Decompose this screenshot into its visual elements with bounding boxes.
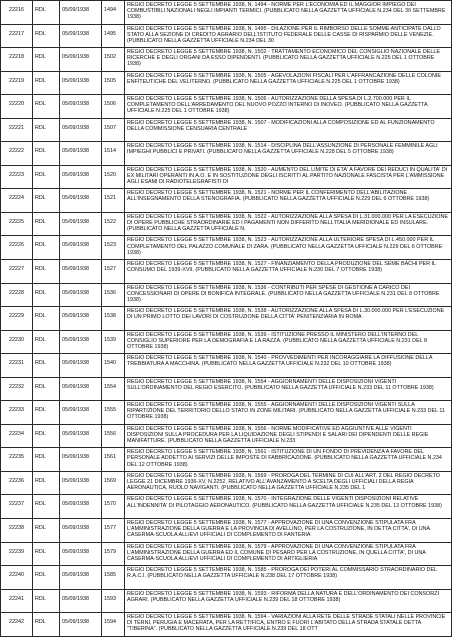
act-number-cell: 1505 (102, 71, 125, 95)
act-description-cell: REGIO DECRETO LEGGE 5 SETTEMBRE 1938, N. 1505 - AGEVOLAZIONI FISCALI PER L'AFFRANCAZIONE DELLE COLONIE ENFITEUTICHE DEL VELITERNO. (PUBBLICATO NELLA GAZZETTA UFFICIALE N.225 DEL 1 OTTOBRE 1938) (125, 71, 452, 95)
row-number-cell: 22218 (1, 48, 33, 72)
act-date-cell: 05/09/1938 (60, 354, 102, 378)
table-row (1, 118, 452, 142)
act-date-cell: 05/09/1938 (60, 613, 102, 637)
table-row (1, 401, 452, 425)
act-description-cell: REGIO DECRETO LEGGE 5 SETTEMBRE 1938, N. 1521 - NORME PER IL CONFERIMENTO DELL'ABILITAZIONE ALL'INSEGNAMENTO DELLA STENOGRAFIA. (PUBBLICATO NELLA GAZZETTA UFFICIALE N.229 DEL 6 OTTOBRE 1938) (125, 189, 452, 213)
act-description-cell: REGIO DECRETO LEGGE 5 SETTEMBRE 1938, N. 1502 - TRATTAMENTO ECONOMICO DEL CONSIGLIO NAZIONALE DELLE RICERCHE E DEGLI ORGANI DA ESSO DIPENDENTI. (PUBBLICATO NELLA GAZZETTA UFFICIALE N.225 DEL 1 OTTOBRE 1938) (125, 48, 452, 72)
act-type-cell: RDL (33, 424, 60, 448)
act-description-cell: REGIO DECRETO LEGGE 5 SETTEMBRE 1938, N. 1569 - PROROGA DEL TERMINE DI CUI ALL'ART. 2 DEL REGIO DECRETO LEGGE 21 DICEMBRE 1936-XV, N.2252, RELATIVO ALL'AVANZAMENTO A SCELTA DEGLI UFFICIALI DELLA REGIA AERONAUTICA, RUOLO NAVIGANTI. (PUBBLICATO NELLA GAZZETTA UFFICIALE N.235 DEL 1 (125, 471, 452, 495)
table-row (1, 519, 452, 543)
act-number-cell: 1593 (102, 589, 125, 613)
act-description-cell: REGIO DECRETO LEGGE 5 SETTEMBRE 1938, N. 1540 - PROVVEDIMENTI PER INCORAGGIARE LA DIFFUSIONE DELLA TREBBIATURA A MACCHINA. (PUBBLICATO NELLA GAZZETTA UFFICIALE N.232 DEL 10 OTTOBRE 1938) (125, 354, 452, 378)
act-date-cell: 05/09/1938 (60, 48, 102, 72)
act-number-cell: 1523 (102, 236, 125, 260)
table-row (1, 542, 452, 566)
table-row (1, 566, 452, 590)
row-number-cell: 22217 (1, 24, 33, 48)
act-description-cell: REGIO DECRETO LEGGE 5 SETTEMBRE 1938, N. 1554 - AGGIORNAMENTI DELLE DISPOSIZIONI VIGENTI SULL'ORDINAMENTO DEL REGIO ESERCITO. (PUBBLICATO NELLA GAZZETTA UFFICIALE N.233 DEL 11 OTTOBRE 1938) (125, 377, 452, 401)
row-number-cell: 22228 (1, 283, 33, 307)
act-number-cell: 1502 (102, 48, 125, 72)
act-description-cell: REGIO DECRETO LEGGE 5 SETTEMBRE 1938, N. 1520 - AUMENTO DEL LIMITE DI ETA' A FAVORE DEI REDUCI IN QUALITA' DI EX MILITARI OPERANTI IN A.O. E IN SOSTITUZIONE DEGLI ISCRITTI AL PARTITO NAZIONALE FASCISTA PER L'AMMISSIONE AGLI ESAMI DI RADIOTELEGRAFISTI DI (125, 165, 452, 189)
act-type-cell: RDL (33, 566, 60, 590)
table-row (1, 48, 452, 72)
row-number-cell: 22227 (1, 260, 33, 284)
act-type-cell: RDL (33, 495, 60, 519)
act-date-cell: 05/09/1938 (60, 401, 102, 425)
act-description-cell: REGIO DECRETO LEGGE 5 SETTEMBRE 1938, N. 1495 - DILAZIONE PER IL RIMBORSO DELLE SOMME ANTICIPATE DALLO STATO ALLA SEZIONE DI CREDITO AGRARIO DELL'ISTITUTO FEDERALE DELLE CASSE DI RISPARMIO DELLE VENEZIE. (PUBBLICATO NELLA GAZZETTA UFFICIALE N.234 DEL 30 (125, 24, 452, 48)
act-date-cell: 05/09/1938 (60, 24, 102, 48)
act-date-cell: 05/09/1938 (60, 330, 102, 354)
act-description-cell: REGIO DECRETO LEGGE 5 SETTEMBRE 1938, N. 1556 - NORME MODIFICATIVE ED AGGIUNTIVE ALLE VIGENTI DISPOSIZIONI SULLA PROCEDURA PER LA LIQUIDAZIONE DEGLI STIPENDI E SALARI DEI DIPENDENTI DELLE REGIE MANIFATTURE. (PUBBLICATO NELLA GAZZETTA UFFICIALE N.233 (125, 424, 452, 448)
table-row (1, 71, 452, 95)
act-description-cell: REGIO DECRETO LEGGE 5 SETTEMBRE 1938, N. 1570 - INTEGRAZIONE DELLE VIGENTI DISPOSIZIONI RELATIVE ALL'INDENNITA' DI PILOTAGGIO AERONAUTICO. (PUBBLICATO NELLA GAZZETTA UFFICIALE N.235 DEL 13 OTTOBRE 1938) (125, 495, 452, 519)
act-number-cell: 1539 (102, 330, 125, 354)
row-number-cell: 22226 (1, 236, 33, 260)
table-row (1, 236, 452, 260)
table-row (1, 24, 452, 48)
act-date-cell: 05/09/1938 (60, 566, 102, 590)
act-type-cell: RDL (33, 519, 60, 543)
act-type-cell: RDL (33, 95, 60, 119)
row-number-cell: 22222 (1, 142, 33, 166)
act-number-cell: 1594 (102, 613, 125, 637)
act-number-cell: 1569 (102, 471, 125, 495)
act-date-cell: 05/09/1938 (60, 519, 102, 543)
act-description-cell: REGIO DECRETO LEGGE 5 SETTEMBRE 1938, N. 1585 - PROROGA DEI POTERI AL COMMISSARIO STRAORDINARIO DEL R.A.C.I. (PUBBLICATO NELLA GAZZETTA UFFICIALE N.238 DEL 17 OTTOBRE 1938) (125, 566, 452, 590)
row-number-cell: 22231 (1, 354, 33, 378)
table-row (1, 283, 452, 307)
act-description-cell: REGIO DECRETO LEGGE 5 SETTEMBRE 1938, N. 1555 - AGGIORNAMENTI DELLE DISPOSIZIONI VIGENTI SULLA RIPARTIZIONE DEL TERRITORIO DELLO STATO IN ZONE MILITARI. (PUBBLICATO NELLA GAZZETTA UFFICIALE N.233 DEL 11 OTTOBRE 1938) (125, 401, 452, 425)
act-date-cell: 05/09/1938 (60, 142, 102, 166)
act-type-cell: RDL (33, 283, 60, 307)
act-type-cell: RDL (33, 307, 60, 331)
act-date-cell: 05/09/1938 (60, 424, 102, 448)
row-number-cell: 22229 (1, 307, 33, 331)
act-number-cell: 1521 (102, 189, 125, 213)
act-number-cell: 1570 (102, 495, 125, 519)
act-number-cell: 1585 (102, 566, 125, 590)
table-row (1, 260, 452, 284)
act-number-cell: 1556 (102, 424, 125, 448)
table-row (1, 95, 452, 119)
act-type-cell: RDL (33, 401, 60, 425)
act-number-cell: 1520 (102, 165, 125, 189)
act-date-cell: 05/09/1938 (60, 165, 102, 189)
act-description-cell: REGIO DECRETO LEGGE 5 SETTEMBRE 1938, N. 1527 - FINANZIAMENTO DELLA PRODUZIONE DEL SEME BACHI PER IL CONSUMO DEL 1939-XVII. (PUBBLICATO NELLA GAZZETTA UFFICIALE N.230 DEL 7 OTTOBRE 1938) (125, 260, 452, 284)
table-row (1, 330, 452, 354)
act-number-cell: 1495 (102, 24, 125, 48)
act-date-cell: 05/09/1938 (60, 260, 102, 284)
table-row (1, 142, 452, 166)
act-description-cell: REGIO DECRETO LEGGE 5 SETTEMBRE 1938, N. 1522 - AUTORIZZAZIONE ALLA SPESA DI L.31.000.000 PER LA ESECUZIONE DI OPERE PUBBLICHE STRAORDINARIE ED I PAGAMENTI NON DIFFERITO NELL'ITALIA MERIDIONALE ED INSULARE. (PUBBLICATO NELLA GAZZETTA UFFICIALE N. (125, 212, 452, 236)
act-number-cell: 1554 (102, 377, 125, 401)
act-type-cell: RDL (33, 354, 60, 378)
act-type-cell: RDL (33, 260, 60, 284)
act-date-cell: 05/09/1938 (60, 283, 102, 307)
row-number-cell: 22235 (1, 448, 33, 472)
row-number-cell: 22238 (1, 519, 33, 543)
table-row (1, 165, 452, 189)
act-type-cell: RDL (33, 448, 60, 472)
act-number-cell: 1507 (102, 118, 125, 142)
table-row (1, 212, 452, 236)
act-description-cell: REGIO DECRETO LEGGE 5 SETTEMBRE 1938, N. 1579 - APPROVAZIONE DI UNA CONVENZIONE STIPULATA FRA L'AMMINISTRAZIONE DELLA GUERRA ED IL COMUNE DI PESARO PER LA COSTRUZIONE, IN QUELLA CITTA', DI UNA CASERMA-SCUOLA ALLIEVI UFFICIALI DI COMPLEMENTO DI ARTIGLIERIA (125, 542, 452, 566)
act-date-cell: 05/09/1938 (60, 71, 102, 95)
row-number-cell: 22223 (1, 165, 33, 189)
act-description-cell: REGIO DECRETO LEGGE 5 SETTEMBRE 1938, N. 1594 - VARIAZIONI ALLA RETE DELLE STRADE STATALI NELLE PROVINCIE DI TERNI, PERUGIA E MACERATA, PER LA RETTIFICA, ENTRO E FUORI L'ABITATO DELLA STRADA STATALE DETTA "TIBERINA". (PUBBLICATO NELLA GAZZETTA UFFICIALE N.239 DEL 18 OTT (125, 613, 452, 637)
row-number-cell: 22240 (1, 566, 33, 590)
act-type-cell: RDL (33, 1, 60, 25)
row-number-cell: 22242 (1, 613, 33, 637)
act-number-cell: 1527 (102, 260, 125, 284)
law-register-body (1, 1, 452, 637)
act-number-cell: 1536 (102, 283, 125, 307)
act-type-cell: RDL (33, 142, 60, 166)
act-date-cell: 05/09/1938 (60, 377, 102, 401)
act-number-cell: 1561 (102, 448, 125, 472)
act-date-cell: 05/09/1938 (60, 212, 102, 236)
act-description-cell: REGIO DECRETO LEGGE 5 SETTEMBRE 1938, N. 1593 - RIFORMA DELLA NATURA E DELL'ORDINAMENTO DEI CONSORZI AGRARI. (PUBBLICATO NELLA GAZZETTA UFFICIALE N.239 DEL 18 OTTOBRE 1938) (125, 589, 452, 613)
row-number-cell: 22220 (1, 95, 33, 119)
act-date-cell: 05/09/1938 (60, 118, 102, 142)
act-date-cell: 05/09/1938 (60, 236, 102, 260)
table-row (1, 354, 452, 378)
row-number-cell: 22239 (1, 542, 33, 566)
act-description-cell: REGIO DECRETO LEGGE 5 SETTEMBRE 1938, N. 1494 - NORME PER L'ECONOMIA ED IL MAGGIOR IMPIEGO DEI COMBUSTIBILI NAZIONALI NEGLI IMPIANTI TERMICI. (PUBBLICATO NELLA GAZZETTA UFFICIALE N.234 DEL 30 SETTEMBRE 1938) (125, 1, 452, 25)
act-number-cell: 1506 (102, 95, 125, 119)
row-number-cell: 22236 (1, 471, 33, 495)
act-date-cell: 05/09/1938 (60, 307, 102, 331)
table-row (1, 307, 452, 331)
act-type-cell: RDL (33, 48, 60, 72)
act-type-cell: RDL (33, 71, 60, 95)
act-date-cell: 05/09/1938 (60, 189, 102, 213)
act-type-cell: RDL (33, 330, 60, 354)
table-row (1, 189, 452, 213)
act-type-cell: RDL (33, 542, 60, 566)
act-description-cell: REGIO DECRETO LEGGE 5 SETTEMBRE 1938, N. 1523 - AUTORIZZAZIONE ALLA ULTERIORE SPESA DI L.450.000 PER IL COMPLETAMENTO DEL PALAZZO COMUNALE DI ZARA. (PUBBLICATO NELLA GAZZETTA UFFICIALE N.229 DEL 6 OTTOBRE 1938) (125, 236, 452, 260)
act-number-cell: 1540 (102, 354, 125, 378)
act-number-cell: 1514 (102, 142, 125, 166)
act-date-cell: 05/09/1938 (60, 495, 102, 519)
act-date-cell: 05/09/1938 (60, 471, 102, 495)
act-description-cell: REGIO DECRETO LEGGE 5 SETTEMBRE 1938, N. 1536 - CONTRIBUTI PER SPESE DI GESTIONE A CARICO DEI CONCESSIONARI DI OPERE DI BONIFICA INTEGRALE. (PUBBLICATO NELLA GAZZETTA UFFICIALE N.231 DEL 8 OTTOBRE 1938) (125, 283, 452, 307)
table-row (1, 471, 452, 495)
act-type-cell: RDL (33, 24, 60, 48)
act-number-cell: 1555 (102, 401, 125, 425)
act-type-cell: RDL (33, 613, 60, 637)
act-type-cell: RDL (33, 471, 60, 495)
row-number-cell: 22230 (1, 330, 33, 354)
row-number-cell: 22224 (1, 189, 33, 213)
table-row (1, 424, 452, 448)
act-date-cell: 05/09/1938 (60, 95, 102, 119)
act-description-cell: REGIO DECRETO LEGGE 5 SETTEMBRE 1938, N. 1577 - APPROVAZIONE DI UNA CONVENZIONE STIPULATA FRA L'AMMINISTRAZIONE DELLA GUERRA E LA PROVINCIA DI AVELLINO, PER LA COSTRUZIONE, IN DETTA CITTA', DI UNA CASERMA-SCUOLA ALLIEVI UFFICIALI DI COMPLEMENTO DI FANTERIA (125, 519, 452, 543)
act-number-cell: 1577 (102, 519, 125, 543)
act-number-cell: 1522 (102, 212, 125, 236)
act-date-cell: 05/09/1938 (60, 589, 102, 613)
table-row (1, 495, 452, 519)
act-description-cell: REGIO DECRETO LEGGE 5 SETTEMBRE 1938, N. 1538 - AUTORIZZAZIONE ALLA SPESA DI L.30.000.000 PER L'ESECUZIONE DI UN PRIMO LOTTO DEI LAVORI DI COSTRUZIONE DELLA CITTA' PENITENZIARIA IN ROMA (125, 307, 452, 331)
act-type-cell: RDL (33, 165, 60, 189)
table-row (1, 613, 452, 637)
row-number-cell: 22234 (1, 424, 33, 448)
table-row (1, 1, 452, 25)
act-date-cell: 05/09/1938 (60, 448, 102, 472)
row-number-cell: 22219 (1, 71, 33, 95)
act-description-cell: REGIO DECRETO LEGGE 5 SETTEMBRE 1938, N. 1514 - DISCIPLINA DELL'ASSUNZIONE DI PERSONALE FEMMINILE AGLI IMPIEGHI PUBBLICI E PRIVATI. (PUBBLICATO NELLA GAZZETTA UFFICIALE N.228 DEL 5 OTTOBRE 1938) (125, 142, 452, 166)
table-row (1, 448, 452, 472)
act-date-cell: 05/09/1938 (60, 1, 102, 25)
act-description-cell: REGIO DECRETO LEGGE 5 SETTEMBRE 1938, N. 1507 - MODIFICAZIONI ALLA COMPOSIZIONE ED AL FUNZIONAMENTO DELLA COMMISSIONE CENSUARIA CENTRALE (125, 118, 452, 142)
row-number-cell: 22237 (1, 495, 33, 519)
act-type-cell: RDL (33, 212, 60, 236)
act-type-cell: RDL (33, 236, 60, 260)
act-number-cell: 1494 (102, 1, 125, 25)
table-row (1, 589, 452, 613)
act-description-cell: REGIO DECRETO LEGGE 5 SETTEMBRE 1938, N. 1561 - ISTITUZIONE DI UN FONDO DI PREVIDENZA A FAVORE DEL PERSONALE ADDETTO AI SERVIZI DELLE IMPOSTE DI FABBRICAZIONE. (PUBBLICATO NELLA GAZZETTA UFFICIALE N.234 DEL 12 OTTOBRE 1938) (125, 448, 452, 472)
row-number-cell: 22221 (1, 118, 33, 142)
act-date-cell: 05/09/1938 (60, 542, 102, 566)
row-number-cell: 22233 (1, 401, 33, 425)
act-type-cell: RDL (33, 377, 60, 401)
act-number-cell: 1579 (102, 542, 125, 566)
act-description-cell: REGIO DECRETO LEGGE 5 SETTEMBRE 1938, N. 1506 - AUTORIZZAZIONE DELLA SPESA DI L.2.700.000 PER IL COMPLETAMENTO DELL'ARREDAMENTO DEL NUOVO POZZO INTERNO DI INOVEO. (PUBBLICATO NELLA GAZZETTA UFFICIALE N.225 DEL 1 OTTOBRE 1938) (125, 95, 452, 119)
row-number-cell: 22216 (1, 1, 33, 25)
act-description-cell: REGIO DECRETO LEGGE 5 SETTEMBRE 1938, N. 1539 - ISTITUZIONE PRESSO IL MINISTERO DELL'INTERNO DEL CONSIGLIO SUPERIORE PER LA DEMOGRAFIA E LA RAZZA. (PUBBLICATO NELLA GAZZETTA UFFICIALE N.231 DEL 8 OTTOBRE 1938) (125, 330, 452, 354)
act-type-cell: RDL (33, 589, 60, 613)
row-number-cell: 22225 (1, 212, 33, 236)
row-number-cell: 22232 (1, 377, 33, 401)
act-type-cell: RDL (33, 118, 60, 142)
row-number-cell: 22241 (1, 589, 33, 613)
table-row (1, 377, 452, 401)
act-number-cell: 1538 (102, 307, 125, 331)
act-type-cell: RDL (33, 189, 60, 213)
